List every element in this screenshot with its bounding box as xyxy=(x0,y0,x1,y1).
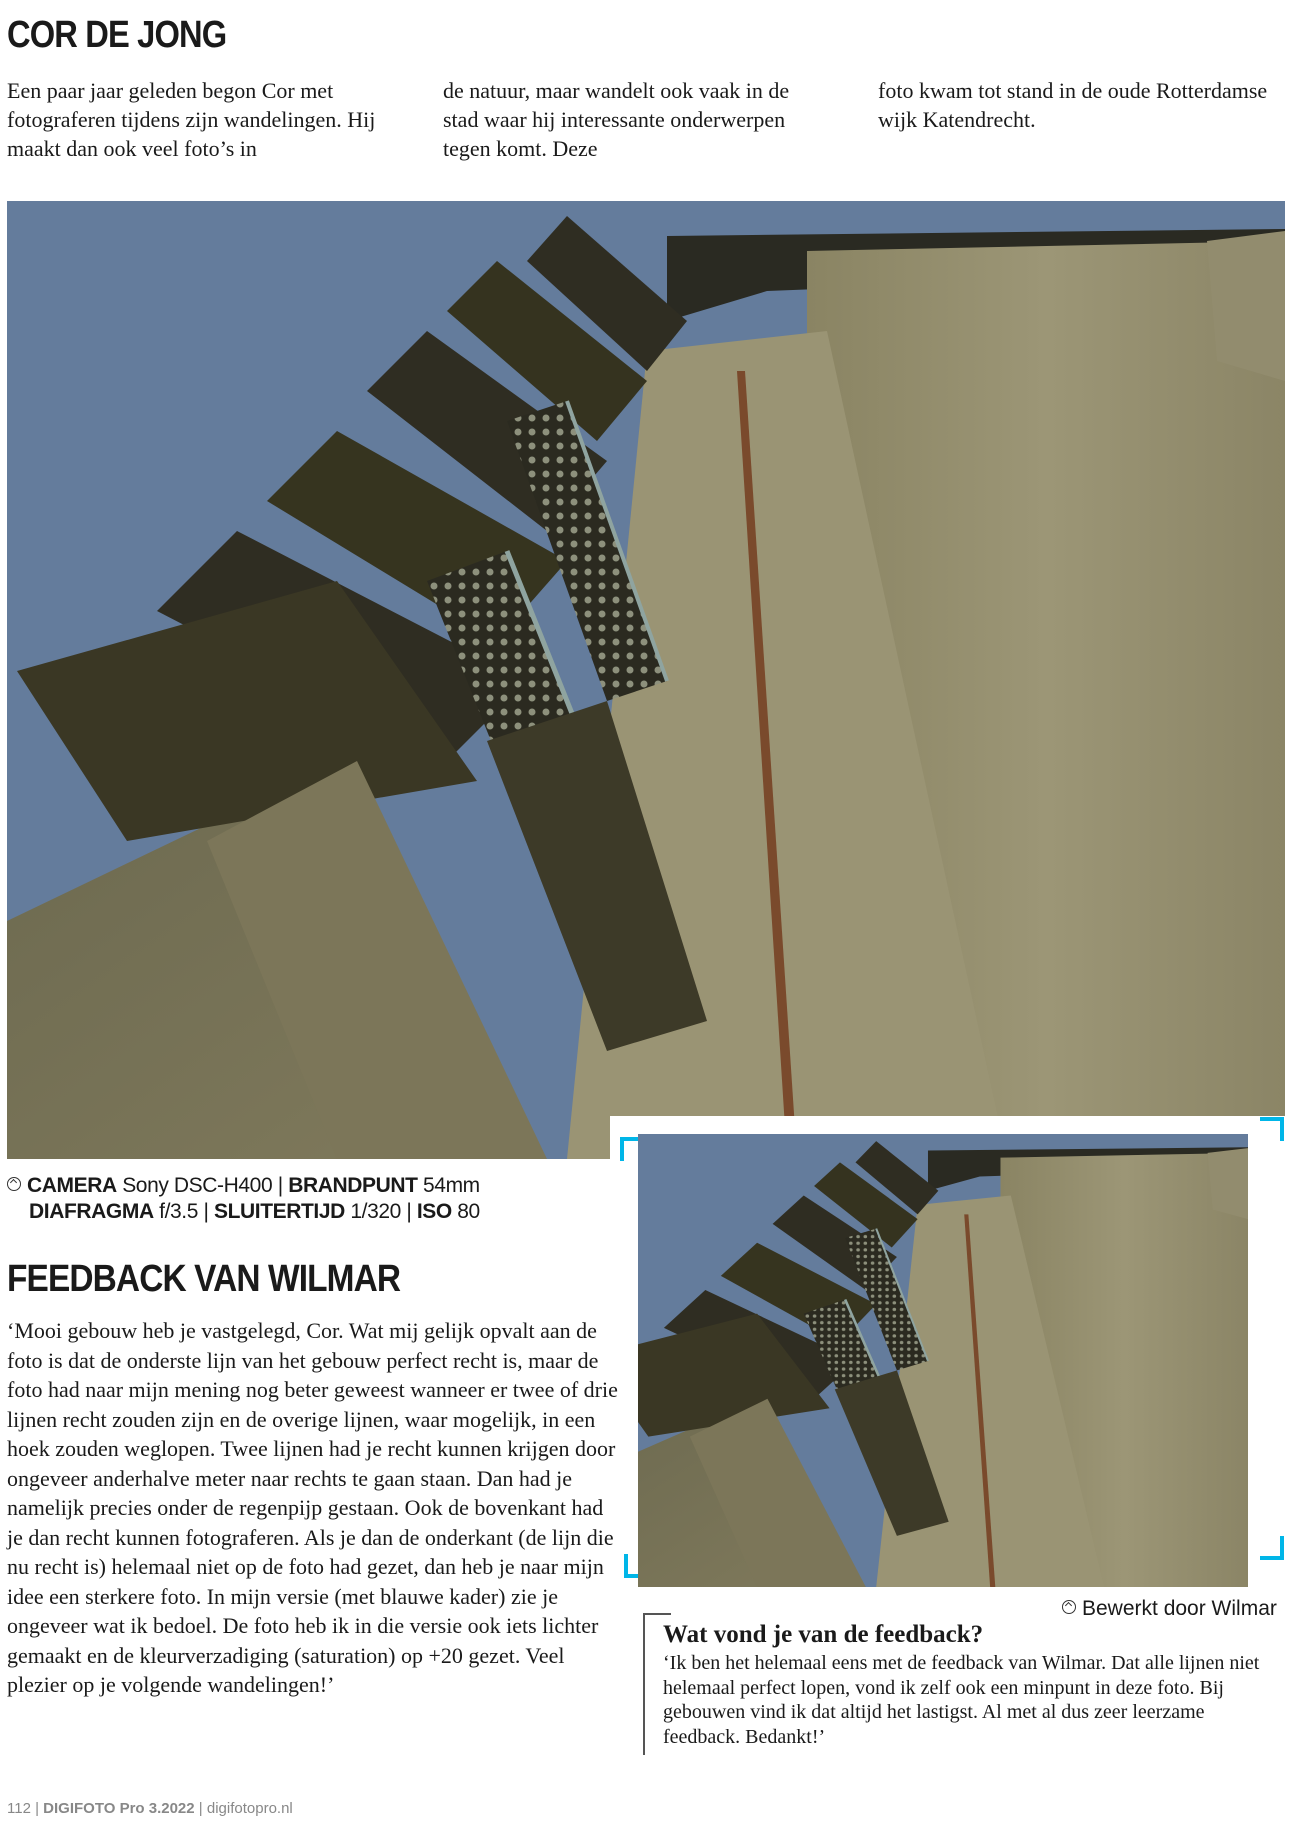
footer-separator: | xyxy=(35,1800,39,1817)
edited-photo-frame xyxy=(610,1116,1288,1592)
intro-column-2: de natuur, maar wandelt ook vaak in de stad waar hij interessante onderwerpen tegen komt. Deze xyxy=(443,78,790,161)
diafragma-label: DIAFRAGMA xyxy=(29,1200,154,1223)
camera-specs xyxy=(7,1173,480,1225)
frame-corner-top-right xyxy=(1260,1117,1284,1141)
camera-value: Sony DSC-H400 xyxy=(122,1174,273,1197)
sluitertijd-value: 1/320 xyxy=(350,1200,401,1223)
intro-column-1: Een paar jaar geleden begon Cor met fotograferen tijdens zijn wandelingen. Hij maakt dan ook veel foto’s in xyxy=(7,78,376,161)
website-link[interactable]: digifotopro.nl xyxy=(206,1800,293,1817)
spec-separator: | xyxy=(406,1200,412,1223)
edited-caption-text: Bewerkt door Wilmar xyxy=(1082,1597,1277,1620)
frame-corner-bottom-right xyxy=(1260,1536,1284,1560)
diafragma-value: f/3.5 xyxy=(159,1200,199,1223)
article-title: COR DE JONG xyxy=(7,14,227,56)
spec-separator: | xyxy=(277,1174,283,1197)
edited-photo xyxy=(638,1134,1248,1587)
main-photo xyxy=(7,201,1285,1159)
edited-building-photo-illustration xyxy=(638,1134,1248,1587)
feedback-heading: FEEDBACK VAN WILMAR xyxy=(7,1258,401,1300)
feedback-text: ‘Mooi gebouw heb je vastgelegd, Cor. Wat mij gelijk opvalt aan de foto is dat de onderste lijn van het gebouw perfect recht is, maar de foto had naar mijn mening nog beter geweest wanneer er twee of drie lijnen recht zouden zijn en de overige lijnen, waar mogelijk, in een hoek zouden weglopen. Twee lijnen had je recht kunnen krijgen door ongeveer anderhalve meter naar rechts te gaan staan. Dan had je namelijk precies onder de regenpijp gestaan. Ook de bovenkant had je dan recht kunnen fotograferen. Als je dan de onderkant (de lijn die nu recht is) helemaal niet op de foto had gezet, dan heb je naar mijn idee een sterkere foto. In mijn versie (met blauwe kader) zie je ongeveer wat ik bedoel. De foto heb ik in die versie ook iets lichter gemaakt en de kleurverzadiging (saturation) op +20 gezet. Veel plezier op je volgende wandelingen!’ xyxy=(7,1318,618,1697)
page-number: 112 xyxy=(7,1800,31,1817)
building-photo-illustration xyxy=(7,201,1285,1159)
spec-separator: | xyxy=(203,1200,209,1223)
brandpunt-label: BRANDPUNT xyxy=(288,1174,418,1197)
iso-value: 80 xyxy=(457,1200,480,1223)
camera-label: CAMERA xyxy=(27,1174,117,1197)
reply-heading: Wat vond je van de feedback? xyxy=(663,1621,984,1648)
circle-arrow-up-icon xyxy=(7,1177,21,1191)
page-footer xyxy=(7,1800,293,1817)
iso-label: ISO xyxy=(416,1200,452,1223)
magazine-issue: DIGIFOTO Pro 3.2022 xyxy=(43,1800,195,1817)
intro-column-3: foto kwam tot stand in de oude Rotterdamse wijk Katendrecht. xyxy=(878,78,1268,132)
brandpunt-value: 54mm xyxy=(423,1174,480,1197)
footer-separator: | xyxy=(198,1800,203,1817)
reply-text: ‘Ik ben het helemaal eens met de feedback van Wilmar. Dat alle lijnen niet helemaal perfect lopen, vond ik zelf ook een minpunt in deze foto. Bij gebouwen vind ik dat altijd het lastigst. Al met al dus zeer leerzame feedback. Bedankt!’ xyxy=(663,1652,1260,1748)
sluitertijd-label: SLUITERTIJD xyxy=(213,1200,345,1223)
reply-box xyxy=(643,1613,1283,1755)
